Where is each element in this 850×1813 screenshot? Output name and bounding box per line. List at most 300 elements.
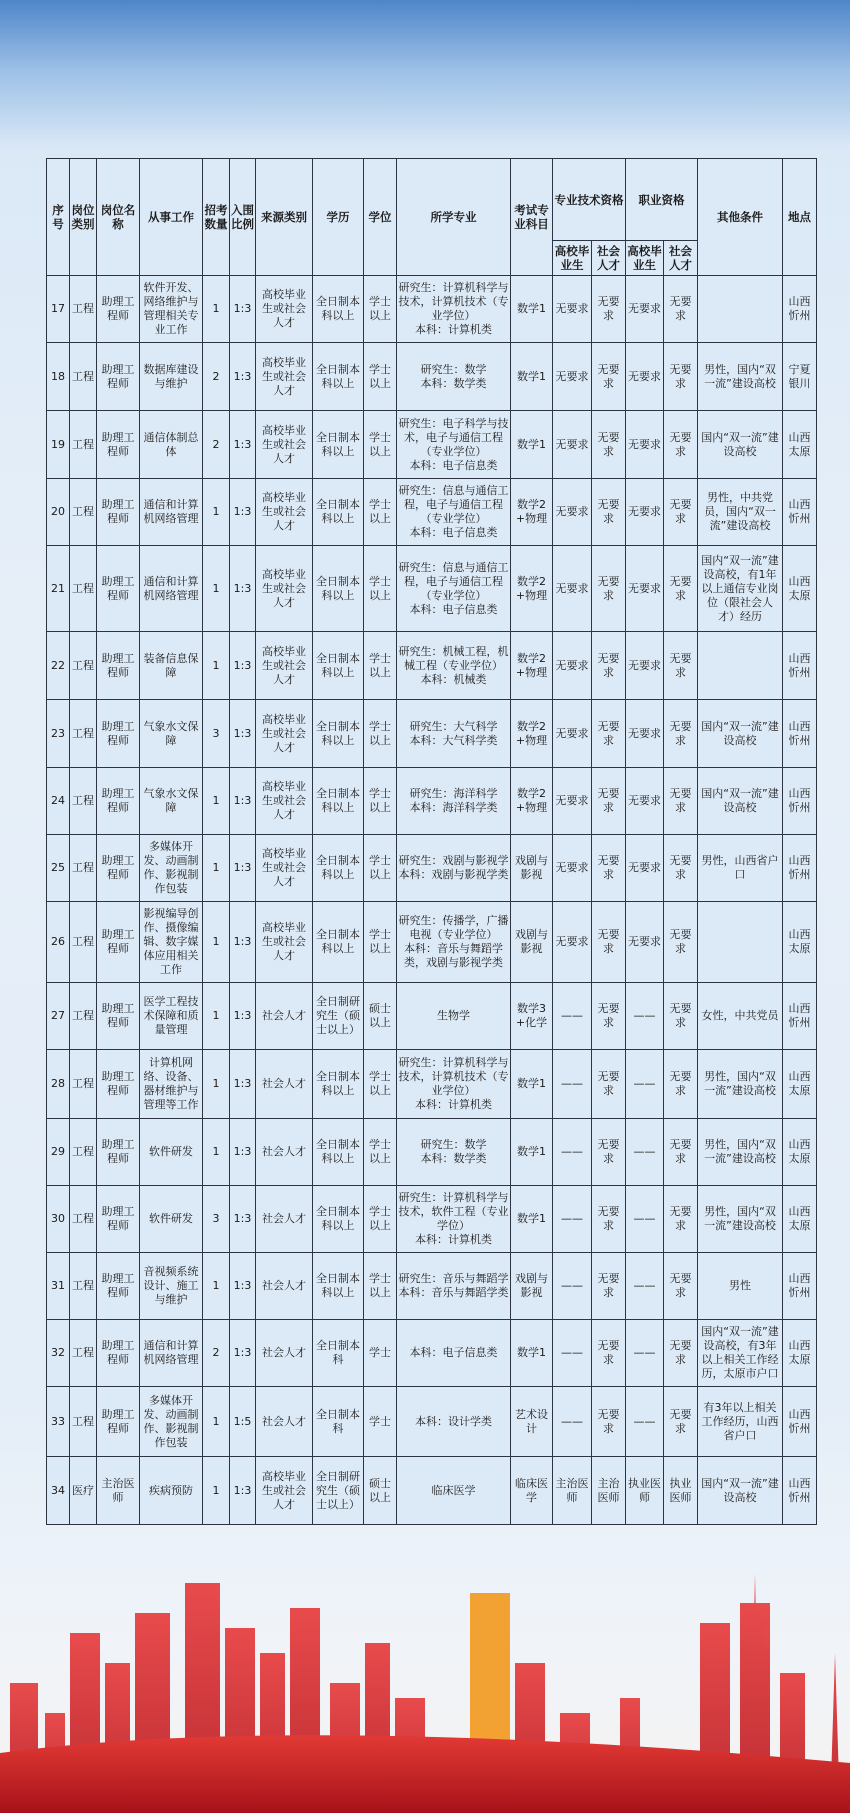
cell-major: 本科：设计学类	[397, 1387, 511, 1457]
cell-source: 社会人才	[256, 1119, 313, 1186]
cell-post-name: 助理工程师	[97, 1387, 140, 1457]
cell-post-name: 助理工程师	[97, 835, 140, 902]
cell-voc-social: 无要求	[664, 983, 698, 1050]
cell-major: 研究生：大气科学 本科：大气科学类	[397, 700, 511, 768]
cell-count: 1	[203, 1253, 230, 1320]
cell-location: 山西忻州	[783, 1253, 817, 1320]
header-tech-qual: 专业技术资格	[553, 159, 626, 241]
cell-other	[698, 276, 783, 343]
cell-exam: 数学2+物理	[511, 479, 553, 546]
cell-other: 男性，国内“双一流”建设高校	[698, 1186, 783, 1253]
cell-exam: 数学2+物理	[511, 700, 553, 768]
cell-tech-grad: 无要求	[553, 632, 592, 700]
cell-location: 山西忻州	[783, 1457, 817, 1525]
cell-voc-social: 无要求	[664, 632, 698, 700]
cell-seq: 20	[47, 479, 70, 546]
cell-tech-social: 无要求	[592, 1253, 626, 1320]
cell-ratio: 1:3	[230, 700, 256, 768]
cell-major: 研究生：电子科学与技术，电子与通信工程（专业学位） 本科：电子信息类	[397, 411, 511, 479]
cell-post-name: 助理工程师	[97, 1253, 140, 1320]
cell-degree: 学士以上	[364, 700, 397, 768]
cell-tech-grad: 无要求	[553, 902, 592, 983]
cell-major: 研究生：数学 本科：数学类	[397, 343, 511, 411]
cell-source: 高校毕业生或社会人才	[256, 632, 313, 700]
cell-work: 数据库建设与维护	[140, 343, 203, 411]
cell-ratio: 1:3	[230, 632, 256, 700]
cell-voc-grad: 无要求	[626, 276, 664, 343]
cell-education: 全日制本科	[313, 1320, 364, 1387]
cell-exam: 戏剧与影视	[511, 1253, 553, 1320]
cell-count: 1	[203, 1050, 230, 1119]
cell-work: 音视频系统设计、施工与维护	[140, 1253, 203, 1320]
cell-location: 宁夏银川	[783, 343, 817, 411]
cell-work: 装备信息保障	[140, 632, 203, 700]
cell-count: 1	[203, 835, 230, 902]
cell-major: 研究生：计算机科学与技术，计算机技术（专业学位） 本科：计算机类	[397, 276, 511, 343]
cell-voc-grad: 执业医师	[626, 1457, 664, 1525]
cell-tech-social: 主治医师	[592, 1457, 626, 1525]
cell-work: 通信和计算机网络管理	[140, 479, 203, 546]
cell-post-name: 主治医师	[97, 1457, 140, 1525]
cell-other: 国内“双一流”建设高校	[698, 1457, 783, 1525]
cell-post-type: 工程	[70, 1320, 97, 1387]
cell-seq: 23	[47, 700, 70, 768]
header-voc-grad: 高校毕业生	[626, 241, 664, 276]
cell-post-type: 工程	[70, 479, 97, 546]
cell-major: 临床医学	[397, 1457, 511, 1525]
table-row	[47, 902, 817, 983]
cell-other	[698, 902, 783, 983]
cell-degree: 学士以上	[364, 276, 397, 343]
cell-ratio: 1:3	[230, 276, 256, 343]
cell-source: 社会人才	[256, 1186, 313, 1253]
cell-count: 1	[203, 768, 230, 835]
cell-other: 国内“双一流”建设高校	[698, 768, 783, 835]
cell-count: 1	[203, 479, 230, 546]
cell-other: 男性	[698, 1253, 783, 1320]
cell-other: 男性，国内“双一流”建设高校	[698, 1050, 783, 1119]
cell-education: 全日制本科以上	[313, 546, 364, 632]
cell-ratio: 1:3	[230, 768, 256, 835]
cell-education: 全日制本科以上	[313, 632, 364, 700]
cell-post-type: 工程	[70, 1186, 97, 1253]
cell-location: 山西忻州	[783, 835, 817, 902]
cell-major: 研究生：戏剧与影视学 本科：戏剧与影视学类	[397, 835, 511, 902]
cell-voc-social: 无要求	[664, 343, 698, 411]
cell-education: 全日制本科以上	[313, 1186, 364, 1253]
cell-tech-social: 无要求	[592, 1050, 626, 1119]
cell-other: 国内“双一流”建设高校	[698, 411, 783, 479]
cell-post-type: 工程	[70, 411, 97, 479]
cell-post-name: 助理工程师	[97, 479, 140, 546]
cell-voc-grad: ——	[626, 1320, 664, 1387]
cell-voc-grad: ——	[626, 1186, 664, 1253]
cell-degree: 硕士以上	[364, 1457, 397, 1525]
cell-degree: 学士以上	[364, 768, 397, 835]
cell-tech-grad: 无要求	[553, 276, 592, 343]
cell-post-type: 工程	[70, 983, 97, 1050]
cell-ratio: 1:3	[230, 902, 256, 983]
cell-tech-grad: 无要求	[553, 411, 592, 479]
cell-ratio: 1:3	[230, 411, 256, 479]
cell-degree: 学士以上	[364, 1253, 397, 1320]
cell-voc-grad: 无要求	[626, 632, 664, 700]
cell-post-type: 工程	[70, 276, 97, 343]
cell-work: 气象水文保障	[140, 768, 203, 835]
header-post-type: 岗位类别	[70, 159, 97, 276]
cell-post-name: 助理工程师	[97, 1050, 140, 1119]
cell-other: 男性，国内“双一流”建设高校	[698, 343, 783, 411]
cell-voc-grad: 无要求	[626, 479, 664, 546]
cell-education: 全日制本科以上	[313, 343, 364, 411]
header-work: 从事工作	[140, 159, 203, 276]
cell-location: 山西太原	[783, 1186, 817, 1253]
cell-tech-grad: 无要求	[553, 343, 592, 411]
cell-tech-social: 无要求	[592, 343, 626, 411]
cell-source: 社会人才	[256, 983, 313, 1050]
cell-major: 研究生：音乐与舞蹈学 本科：音乐与舞蹈学类	[397, 1253, 511, 1320]
header-voc-qual: 职业资格	[626, 159, 698, 241]
cell-seq: 22	[47, 632, 70, 700]
table-row	[47, 343, 817, 411]
cell-post-type: 工程	[70, 546, 97, 632]
cell-tech-grad: ——	[553, 1387, 592, 1457]
cell-voc-social: 无要求	[664, 835, 698, 902]
cell-count: 3	[203, 1186, 230, 1253]
cell-location: 山西太原	[783, 1050, 817, 1119]
cell-degree: 学士以上	[364, 343, 397, 411]
cell-degree: 学士以上	[364, 1186, 397, 1253]
cell-post-name: 助理工程师	[97, 1186, 140, 1253]
cell-post-name: 助理工程师	[97, 411, 140, 479]
cell-count: 1	[203, 1119, 230, 1186]
cell-source: 高校毕业生或社会人才	[256, 1457, 313, 1525]
cell-degree: 学士以上	[364, 632, 397, 700]
cell-tech-grad: 无要求	[553, 546, 592, 632]
cell-tech-grad: 无要求	[553, 835, 592, 902]
cell-degree: 学士	[364, 1320, 397, 1387]
cell-exam: 数学2+物理	[511, 546, 553, 632]
cell-seq: 29	[47, 1119, 70, 1186]
cell-voc-grad: ——	[626, 1253, 664, 1320]
cell-voc-grad: ——	[626, 1119, 664, 1186]
cell-seq: 19	[47, 411, 70, 479]
recruitment-table	[46, 158, 817, 1525]
cell-exam: 数学1	[511, 411, 553, 479]
cell-source: 高校毕业生或社会人才	[256, 835, 313, 902]
cell-exam: 数学2+物理	[511, 632, 553, 700]
cell-exam: 数学2+物理	[511, 768, 553, 835]
cell-source: 高校毕业生或社会人才	[256, 546, 313, 632]
cell-voc-grad: 无要求	[626, 835, 664, 902]
cell-exam: 数学3+化学	[511, 983, 553, 1050]
cell-voc-social: 无要求	[664, 700, 698, 768]
header-tech-social: 社会人才	[592, 241, 626, 276]
header-degree: 学位	[364, 159, 397, 276]
cell-source: 社会人才	[256, 1253, 313, 1320]
cell-tech-social: 无要求	[592, 411, 626, 479]
cell-seq: 24	[47, 768, 70, 835]
cell-tech-grad: 无要求	[553, 768, 592, 835]
cell-count: 1	[203, 632, 230, 700]
cell-source: 高校毕业生或社会人才	[256, 768, 313, 835]
cell-post-name: 助理工程师	[97, 768, 140, 835]
cell-tech-social: 无要求	[592, 1387, 626, 1457]
cell-voc-social: 无要求	[664, 1387, 698, 1457]
cell-location: 山西忻州	[783, 479, 817, 546]
cell-location: 山西忻州	[783, 1387, 817, 1457]
cell-exam: 数学1	[511, 276, 553, 343]
cell-voc-grad: 无要求	[626, 700, 664, 768]
cell-other: 男性，山西省户口	[698, 835, 783, 902]
cell-tech-social: 无要求	[592, 1119, 626, 1186]
cell-voc-social: 无要求	[664, 276, 698, 343]
cell-education: 全日制本科以上	[313, 700, 364, 768]
cell-other: 女性，中共党员	[698, 983, 783, 1050]
cell-seq: 33	[47, 1387, 70, 1457]
table-row	[47, 411, 817, 479]
cell-exam: 数学1	[511, 1320, 553, 1387]
cell-post-type: 工程	[70, 902, 97, 983]
cell-degree: 硕士以上	[364, 983, 397, 1050]
cell-post-name: 助理工程师	[97, 902, 140, 983]
cell-tech-social: 无要求	[592, 632, 626, 700]
cell-post-name: 助理工程师	[97, 1320, 140, 1387]
cell-work: 软件研发	[140, 1186, 203, 1253]
cell-major: 研究生：传播学，广播电视（专业学位） 本科：音乐与舞蹈学类，戏剧与影视学类	[397, 902, 511, 983]
cell-work: 气象水文保障	[140, 700, 203, 768]
cell-location: 山西太原	[783, 1119, 817, 1186]
cell-count: 2	[203, 343, 230, 411]
cell-work: 计算机网络、设备、器材维护与管理等工作	[140, 1050, 203, 1119]
cell-seq: 25	[47, 835, 70, 902]
cell-seq: 28	[47, 1050, 70, 1119]
cell-post-name: 助理工程师	[97, 1119, 140, 1186]
cell-post-name: 助理工程师	[97, 343, 140, 411]
cell-ratio: 1:5	[230, 1387, 256, 1457]
table-row	[47, 1119, 817, 1186]
cell-voc-grad: 无要求	[626, 902, 664, 983]
cell-source: 高校毕业生或社会人才	[256, 276, 313, 343]
table-row	[47, 1050, 817, 1119]
cell-education: 全日制本科以上	[313, 1253, 364, 1320]
table-row	[47, 983, 817, 1050]
table-row	[47, 1320, 817, 1387]
cell-education: 全日制研究生（硕士以上）	[313, 983, 364, 1050]
cell-ratio: 1:3	[230, 1253, 256, 1320]
cell-voc-social: 无要求	[664, 902, 698, 983]
cell-tech-social: 无要求	[592, 835, 626, 902]
cell-location: 山西太原	[783, 546, 817, 632]
cell-post-type: 工程	[70, 1050, 97, 1119]
cell-tech-social: 无要求	[592, 546, 626, 632]
cell-location: 山西忻州	[783, 983, 817, 1050]
cell-tech-grad: 无要求	[553, 700, 592, 768]
cell-education: 全日制本科以上	[313, 411, 364, 479]
table-row	[47, 276, 817, 343]
cell-voc-social: 无要求	[664, 1253, 698, 1320]
header-other: 其他条件	[698, 159, 783, 276]
cell-exam: 戏剧与影视	[511, 835, 553, 902]
cell-voc-social: 无要求	[664, 1119, 698, 1186]
cell-tech-social: 无要求	[592, 768, 626, 835]
cell-post-type: 医疗	[70, 1457, 97, 1525]
cell-degree: 学士以上	[364, 479, 397, 546]
cell-degree: 学士	[364, 1387, 397, 1457]
cell-post-type: 工程	[70, 1119, 97, 1186]
cell-seq: 18	[47, 343, 70, 411]
cell-seq: 27	[47, 983, 70, 1050]
table-row	[47, 1253, 817, 1320]
cell-seq: 17	[47, 276, 70, 343]
cell-tech-grad: ——	[553, 1320, 592, 1387]
cell-location: 山西太原	[783, 411, 817, 479]
cell-voc-grad: 无要求	[626, 343, 664, 411]
cell-work: 通信和计算机网络管理	[140, 1320, 203, 1387]
cell-tech-social: 无要求	[592, 700, 626, 768]
cell-location: 山西太原	[783, 902, 817, 983]
cell-major: 研究生：信息与通信工程，电子与通信工程（专业学位） 本科：电子信息类	[397, 479, 511, 546]
cell-source: 社会人才	[256, 1320, 313, 1387]
header-education: 学历	[313, 159, 364, 276]
cell-seq: 31	[47, 1253, 70, 1320]
cell-seq: 30	[47, 1186, 70, 1253]
cell-count: 2	[203, 1320, 230, 1387]
cell-exam: 数学1	[511, 1050, 553, 1119]
cell-tech-grad: ——	[553, 1050, 592, 1119]
header-ratio: 入围比例	[230, 159, 256, 276]
cell-tech-social: 无要求	[592, 1186, 626, 1253]
cell-degree: 学士以上	[364, 411, 397, 479]
cell-count: 3	[203, 700, 230, 768]
cell-exam: 数学1	[511, 343, 553, 411]
cell-other	[698, 632, 783, 700]
cell-tech-social: 无要求	[592, 983, 626, 1050]
cell-post-type: 工程	[70, 1387, 97, 1457]
header-exam: 考试专业科目	[511, 159, 553, 276]
cell-post-name: 助理工程师	[97, 546, 140, 632]
table-row	[47, 479, 817, 546]
header-count: 招考数量	[203, 159, 230, 276]
cell-count: 2	[203, 411, 230, 479]
cell-source: 高校毕业生或社会人才	[256, 902, 313, 983]
cell-work: 影视编导创作、摄像编辑、数字媒体应用相关工作	[140, 902, 203, 983]
cell-work: 软件研发	[140, 1119, 203, 1186]
cell-count: 1	[203, 546, 230, 632]
cell-ratio: 1:3	[230, 1457, 256, 1525]
cell-education: 全日制本科以上	[313, 835, 364, 902]
cell-major: 研究生：机械工程，机械工程（专业学位） 本科：机械类	[397, 632, 511, 700]
cell-tech-grad: 主治医师	[553, 1457, 592, 1525]
cell-source: 社会人才	[256, 1050, 313, 1119]
cell-voc-grad: 无要求	[626, 411, 664, 479]
cell-post-name: 助理工程师	[97, 983, 140, 1050]
cell-voc-grad: ——	[626, 983, 664, 1050]
header-source: 来源类别	[256, 159, 313, 276]
header-voc-social: 社会人才	[664, 241, 698, 276]
cell-voc-grad: ——	[626, 1050, 664, 1119]
cell-seq: 21	[47, 546, 70, 632]
cell-major: 生物学	[397, 983, 511, 1050]
cell-count: 1	[203, 983, 230, 1050]
table-row	[47, 1186, 817, 1253]
cell-source: 社会人才	[256, 1387, 313, 1457]
table-row	[47, 768, 817, 835]
cell-post-type: 工程	[70, 700, 97, 768]
cell-count: 1	[203, 902, 230, 983]
cell-education: 全日制本科以上	[313, 276, 364, 343]
cell-degree: 学士以上	[364, 546, 397, 632]
cell-education: 全日制本科以上	[313, 1119, 364, 1186]
cell-other: 国内“双一流”建设高校	[698, 700, 783, 768]
cell-work: 通信和计算机网络管理	[140, 546, 203, 632]
cell-voc-grad: 无要求	[626, 768, 664, 835]
cell-other: 有3年以上相关工作经历，山西省户口	[698, 1387, 783, 1457]
table-row	[47, 835, 817, 902]
cell-location: 山西忻州	[783, 632, 817, 700]
cell-degree: 学士以上	[364, 1119, 397, 1186]
cell-exam: 数学1	[511, 1119, 553, 1186]
cell-major: 研究生：信息与通信工程，电子与通信工程（专业学位） 本科：电子信息类	[397, 546, 511, 632]
cell-tech-grad: 无要求	[553, 479, 592, 546]
cell-source: 高校毕业生或社会人才	[256, 479, 313, 546]
cell-major: 研究生：计算机科学与技术，软件工程（专业学位） 本科：计算机类	[397, 1186, 511, 1253]
cell-other: 男性，国内“双一流”建设高校	[698, 1119, 783, 1186]
cell-education: 全日制研究生（硕士以上）	[313, 1457, 364, 1525]
cell-count: 1	[203, 276, 230, 343]
cell-location: 山西太原	[783, 1320, 817, 1387]
cell-count: 1	[203, 1387, 230, 1457]
cell-seq: 26	[47, 902, 70, 983]
cell-work: 多媒体开发、动画制作、影视制作包装	[140, 1387, 203, 1457]
cell-seq: 34	[47, 1457, 70, 1525]
cell-ratio: 1:3	[230, 479, 256, 546]
cell-voc-social: 执业医师	[664, 1457, 698, 1525]
cell-post-type: 工程	[70, 1253, 97, 1320]
cell-post-name: 助理工程师	[97, 700, 140, 768]
cell-post-name: 助理工程师	[97, 276, 140, 343]
cell-education: 全日制本科以上	[313, 1050, 364, 1119]
cell-source: 高校毕业生或社会人才	[256, 700, 313, 768]
cell-tech-social: 无要求	[592, 276, 626, 343]
cell-ratio: 1:3	[230, 1119, 256, 1186]
header-post-name: 岗位名称	[97, 159, 140, 276]
cell-tech-grad: ——	[553, 1119, 592, 1186]
cell-degree: 学士以上	[364, 902, 397, 983]
cell-post-name: 助理工程师	[97, 632, 140, 700]
cell-other: 男性，中共党员，国内“双一流”建设高校	[698, 479, 783, 546]
cell-other: 国内“双一流”建设高校，有1年以上通信专业岗位（限社会人才）经历	[698, 546, 783, 632]
cell-exam: 临床医学	[511, 1457, 553, 1525]
cell-tech-grad: ——	[553, 983, 592, 1050]
cell-post-type: 工程	[70, 632, 97, 700]
cell-education: 全日制本科以上	[313, 768, 364, 835]
cell-source: 高校毕业生或社会人才	[256, 411, 313, 479]
cell-education: 全日制本科以上	[313, 902, 364, 983]
cell-location: 山西忻州	[783, 700, 817, 768]
cell-ratio: 1:3	[230, 1186, 256, 1253]
cell-count: 1	[203, 1457, 230, 1525]
header-seq: 序号	[47, 159, 70, 276]
cell-tech-grad: ——	[553, 1186, 592, 1253]
cell-ratio: 1:3	[230, 835, 256, 902]
cell-post-type: 工程	[70, 768, 97, 835]
cell-voc-social: 无要求	[664, 411, 698, 479]
cell-other: 国内“双一流”建设高校，有3年以上相关工作经历，太原市户口	[698, 1320, 783, 1387]
cell-voc-grad: 无要求	[626, 546, 664, 632]
table-row	[47, 546, 817, 632]
cell-post-type: 工程	[70, 835, 97, 902]
